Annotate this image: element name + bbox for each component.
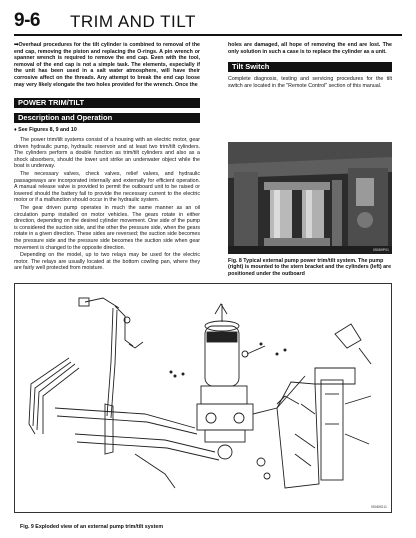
page-title: TRIM AND TILT <box>70 12 196 31</box>
page-header <box>14 8 402 36</box>
fig9-code: 05089G11 <box>370 505 387 509</box>
tilt-switch-text: Complete diagnosis, testing and servicing procedures for the tilt switch are located in the "Remote Control" section of this manual. <box>228 76 392 89</box>
fig8-caption: Fig. 8 Typical external pump power trim/tilt system. The pump (right) is mounted to the stern bracket and the cylinders (left) are positioned under the outboard <box>228 258 392 277</box>
exploded-view-diagram <box>15 284 391 512</box>
section-power-trim-tilt: POWER TRIM/TILT <box>14 98 200 108</box>
trim-tilt-photo-image <box>228 142 392 254</box>
overhaul-paragraph-continued: holes are damaged, all hope of removing the end are lost. The only solution in such a case is to replace the cylinder as a unit. <box>228 42 392 55</box>
description-body <box>14 137 200 273</box>
description-paragraph: The gear driven pump operates in much the same manner as an oil circulation pump installed on motor vehicles. The gears rotate in either direction, depending on the desired cylinder movement. One side of the pump is considered the suction side, and the other the pressure side, when the gears rotate in a given direction. These sides are reversed; the suction side becomes the pressure side and the pressure side becomes the suction side when gear movement is changed to the opposite direction. <box>14 204 200 251</box>
see-figures-note: ♦ See Figures 8, 9 and 10 <box>14 127 77 133</box>
fig9-caption: Fig. 9 Exploded view of an external pump trim/tilt system <box>20 524 164 530</box>
description-paragraph: Depending on the model, up to two relays may be used for the electric motor. The relays are usually located at the bottom cowling pan, where they are fairly well protected from moisture. <box>14 252 200 272</box>
section-description-operation: Description and Operation <box>14 113 200 123</box>
fig8-code: 05089P01 <box>373 248 389 252</box>
description-paragraph: The necessary valves, check valves, relief valves, and hydraulic passageways are incorporated internally and externally for efficient operation. A manual release valve is provided to permit the outboard unit to be raised or lowered should the battery fail to provide the necessary current to the electric motor or if a malfunction should occur in the hydraulic system. <box>14 170 200 204</box>
page-number: 9-6 <box>14 10 40 31</box>
description-paragraph: The power trim/tilt systems consist of a housing with an electric motor, gear driven hydraulic pump, hydraulic reservoir and at least two trim/tilt cylinders. The cylinders perform a double function as trim/tilt cylinders and also as a shock absorbers, should the lower unit strike an underwater object while the boat is underway. <box>14 137 200 170</box>
section-tilt-switch: Tilt Switch <box>228 62 392 72</box>
overhaul-paragraph: ➡Overhaul procedures for the tilt cylinder is combined to removal of the end cap, removing the piston and replacing the O-rings. A pin wrench or spanner wrench is required to remove the end cap. Even with the tool, removal of the end cap is not a simple task. The elements, especially if the unit has been used in a salt water atmosphere, will have their corrosive affect on the threads. Any attempt to break the end cap loose may very likely elongate the two holes provided for the wrench. Once the <box>14 42 200 88</box>
fig8-photo <box>228 142 392 254</box>
fig9-figure <box>14 283 392 513</box>
